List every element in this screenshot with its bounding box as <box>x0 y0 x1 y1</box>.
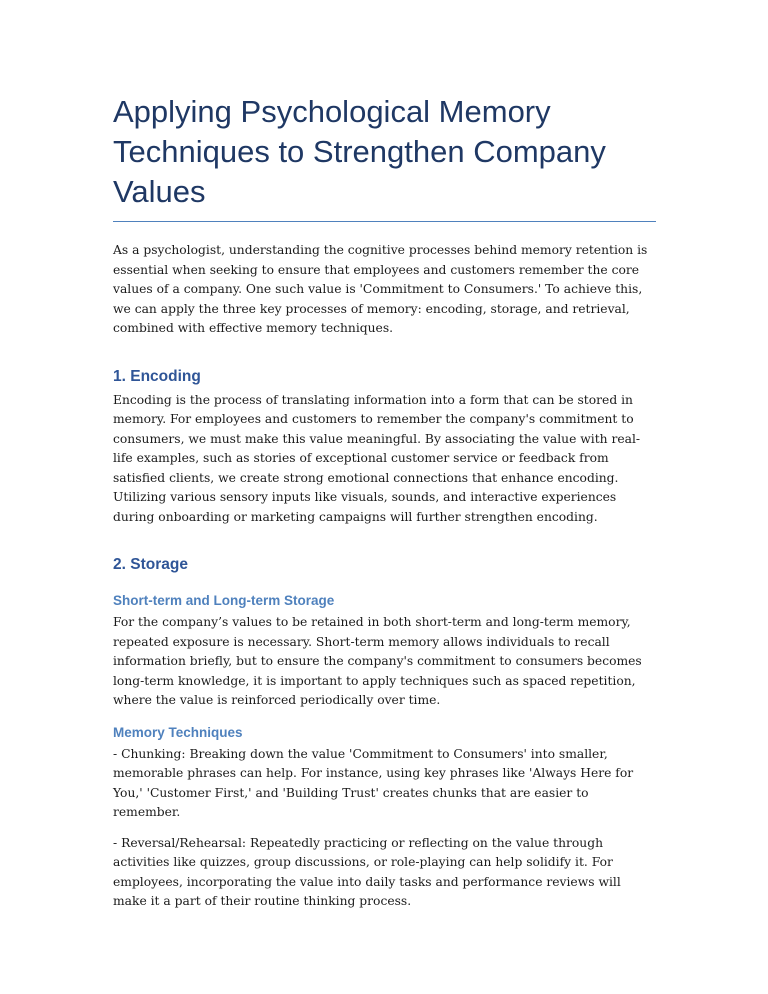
subheading-memory-techniques: Memory Techniques <box>113 724 243 740</box>
rehearsal-paragraph: - Reversal/Rehearsal: Repeatedly practicing or reflecting on the value through activities like quizzes, group discussions, or role-playing can help solidify it. For employees, incorporating the value into daily tasks and performance reviews will make it a part of their routine thinking process. <box>113 835 621 908</box>
chunking-paragraph: - Chunking: Breaking down the value 'Commitment to Consumers' into smaller, memorable phrases can help. For instance, using key phrases like 'Always Here for You,' 'Customer First,' and 'Building Trust' creates chunks that are easier to remember. <box>113 746 634 819</box>
page-title: Applying Psychological Memory Techniques to Strengthen Company Values <box>113 92 656 222</box>
storage-paragraph: For the company’s values to be retained in both short-term and long-term memory, repeated exposure is necessary. Short-term memory allows individuals to recall information briefly, but to ensure the company's commitment to consumers becomes long-term knowledge, it is important to apply techniques such as spaced repetition, where the value is reinforced periodically over time. <box>113 615 642 707</box>
subheading-short-long-term-storage: Short-term and Long-term Storage <box>113 593 335 608</box>
section-heading-storage: 2. Storage <box>113 556 188 573</box>
intro-paragraph: As a psychologist, understanding the cognitive processes behind memory retention is essential when seeking to ensure that employees and customers remember the core values of a company. One such value is 'Commitment to Consumers.' To achieve this, we can apply the three key processes of memory: encoding, storage, and retrieval, combined with effective memory techniques. <box>113 243 648 335</box>
section-heading-encoding: 1. Encoding <box>113 367 201 385</box>
encoding-paragraph: Encoding is the process of translating information into a form that can be stored in memory. For employees and customers to remember the company's commitment to consumers, we must make this value meaningful. By associating the value with real-life examples, such as stories of exceptional customer service or feedback from satisfied clients, we create strong emotional connections that enhance encoding. Utilizing various sensory inputs like visuals, sounds, and interactive experiences during onboarding or marketing campaigns will further strengthen encoding. <box>113 392 641 524</box>
